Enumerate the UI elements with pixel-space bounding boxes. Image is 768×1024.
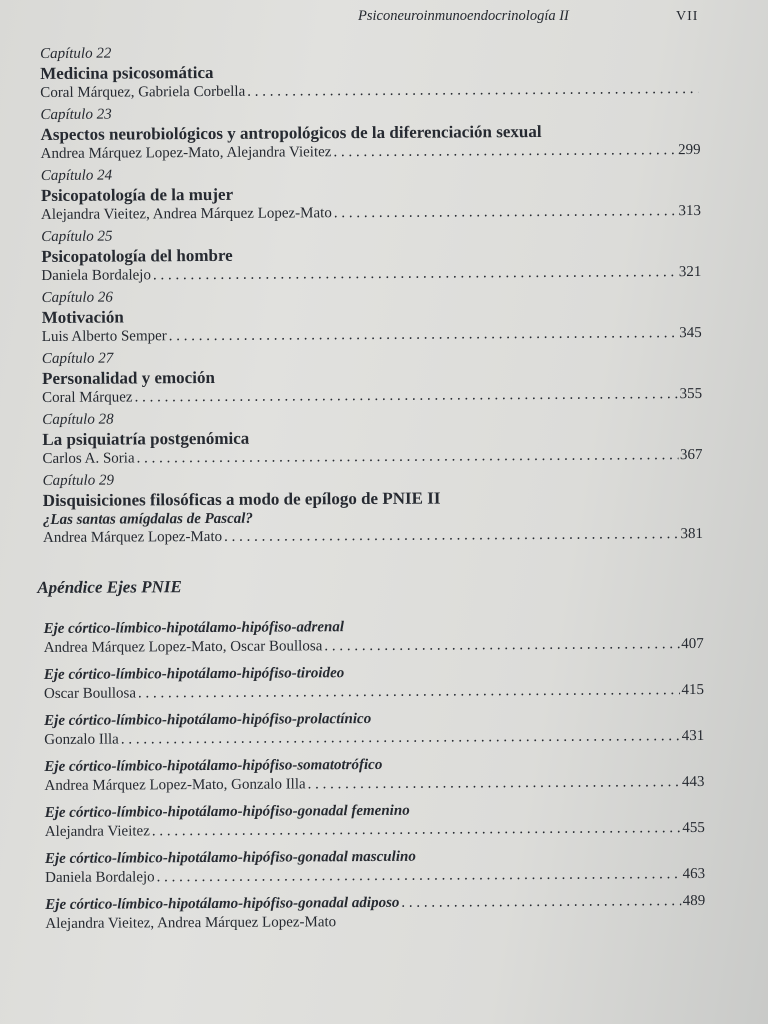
- toc-chapter-28: [42, 408, 702, 469]
- chapter-title: Medicina psicosomática: [40, 62, 214, 83]
- appendix-author-line: [44, 681, 704, 704]
- chapter-page-number: 321: [678, 263, 702, 281]
- dot-leader: [247, 80, 698, 102]
- appendix-authors: Andrea Márquez Lopez-Mato, Gonzalo Illa: [44, 776, 306, 794]
- appendix-authors: Daniela Bordalejo: [45, 869, 155, 886]
- running-head: Psiconeuroinmunoendocrinología II: [358, 8, 569, 24]
- appendix-entry-title: Eje córtico-límbico-hipotálamo-hipófiso-tiroideo: [43, 665, 345, 683]
- chapter-label: Capítulo 28: [42, 411, 114, 428]
- chapter-authors: Andrea Márquez Lopez-Mato: [42, 528, 223, 546]
- chapter-author-line: [41, 141, 701, 164]
- dot-leader: [121, 727, 680, 749]
- appendix-authors: Andrea Márquez Lopez-Mato, Oscar Boullosa: [43, 638, 323, 656]
- chapter-authors: Andrea Márquez Lopez-Mato, Alejandra Vieitez: [40, 144, 332, 162]
- chapter-title: Personalidad y emoción: [41, 367, 215, 388]
- appendix-entry-gonadal-adiposo: [45, 892, 705, 934]
- chapter-title: La psiquiatría postgenómica: [42, 428, 250, 449]
- chapter-label: Capítulo 26: [41, 289, 113, 306]
- dot-leader: [224, 525, 679, 547]
- appendix-page-number: 431: [681, 727, 705, 745]
- appendix-author-line: [45, 819, 705, 842]
- chapter-authors: Carlos A. Soria: [42, 450, 135, 467]
- appendix-page-number: 415: [681, 681, 704, 699]
- appendix-authors: Alejandra Vieitez, Andrea Márquez Lopez-Mato: [45, 914, 337, 932]
- appendix-entry-title: Eje córtico-límbico-hipotálamo-hipófiso-gonadal femenino: [44, 802, 410, 821]
- appendix-page-number: 463: [682, 865, 706, 883]
- dot-leader: [153, 263, 677, 285]
- dot-leader: [169, 324, 678, 346]
- chapter-authors: Coral Márquez: [42, 389, 133, 406]
- toc-chapter-23: [40, 103, 700, 164]
- toc-chapter-25: [41, 225, 701, 286]
- toc-chapter-24: [41, 164, 701, 225]
- chapter-label: Capítulo 23: [40, 106, 112, 123]
- dot-leader: [334, 202, 677, 223]
- dot-leader: [134, 385, 677, 407]
- table-of-contents: [37, 42, 706, 942]
- appendix-page-number: 455: [682, 819, 705, 837]
- appendix-page-number: 443: [681, 773, 705, 791]
- appendix-authors: Oscar Boullosa: [43, 685, 137, 702]
- chapter-author-line: [43, 525, 703, 548]
- chapter-title: Psicopatología del hombre: [41, 245, 233, 266]
- chapter-subtitle: ¿Las santas amígdalas de Pascal?: [42, 510, 253, 528]
- chapter-authors: Luis Alberto Semper: [41, 328, 167, 345]
- dot-leader: [333, 141, 676, 162]
- appendix-author-line: [44, 773, 704, 796]
- appendix-entry-somatotrofico: [44, 754, 704, 796]
- chapter-title: Aspectos neurobiológicos y antropológicos de la diferenciación sexual: [40, 121, 542, 144]
- chapter-label: Capítulo 25: [41, 228, 113, 245]
- appendix-trailing-page-number: 489: [682, 892, 706, 910]
- chapter-label: Capítulo 22: [40, 45, 112, 62]
- appendix-page-number: 407: [681, 635, 704, 653]
- appendix-authors: Gonzalo Illa: [44, 731, 119, 748]
- chapter-title: Psicopatología de la mujer: [40, 184, 234, 205]
- appendix-author-line: [44, 635, 704, 658]
- appendix-entry-title: Eje córtico-límbico-hipotálamo-hipófiso-somatotrófico: [44, 756, 383, 775]
- appendix-author-line: [44, 727, 704, 750]
- toc-chapter-29: [43, 469, 703, 548]
- toc-chapter-22: [40, 42, 700, 103]
- chapter-label: Capítulo 24: [40, 167, 113, 184]
- dot-leader: [401, 892, 680, 913]
- appendix-entry-title: Eje córtico-límbico-hipotálamo-hipófiso-adrenal: [43, 619, 345, 637]
- chapter-label: Capítulo 29: [42, 472, 114, 489]
- chapter-author-line: [40, 80, 700, 103]
- chapter-page-number: 355: [679, 385, 703, 403]
- chapter-author-line: [42, 446, 702, 469]
- page-folio: VII: [676, 9, 699, 24]
- appendix-entry-adrenal: [44, 616, 704, 658]
- chapter-author-line: [41, 202, 701, 225]
- chapter-author-line: [42, 385, 702, 408]
- chapter-page-number: 345: [679, 324, 702, 342]
- appendix-entry-title: Eje córtico-límbico-hipotálamo-hipófiso-gonadal adiposo: [45, 894, 400, 913]
- chapter-authors: Daniela Bordalejo: [41, 267, 151, 284]
- dot-leader: [137, 446, 679, 468]
- appendix-entry-title: Eje córtico-límbico-hipotálamo-hipófiso-prolactínico: [44, 710, 372, 729]
- appendix-entry-gonadal-masculino: [45, 846, 705, 888]
- dot-leader: [157, 865, 681, 887]
- dot-leader: [324, 635, 679, 656]
- chapter-author-line: [42, 324, 702, 347]
- chapter-page-number: 299: [678, 141, 701, 159]
- appendix-title-line: [45, 892, 705, 915]
- appendix-author-line: [45, 865, 705, 888]
- dot-leader: [138, 681, 680, 703]
- chapter-page-number: 381: [680, 525, 704, 543]
- appendix-entry-gonadal-femenino: [45, 800, 705, 842]
- chapter-page-number: 367: [679, 446, 703, 464]
- chapter-author-line: [41, 263, 701, 286]
- chapter-label: Capítulo 27: [41, 350, 114, 367]
- chapter-authors: Coral Márquez, Gabriela Corbella: [40, 83, 246, 101]
- dot-leader: [308, 773, 680, 794]
- toc-chapter-27: [42, 347, 702, 408]
- chapter-title: Disquisiciones filosóficas a modo de epílogo de PNIE II: [42, 488, 441, 510]
- appendix-heading: Apéndice Ejes PNIE: [37, 577, 182, 598]
- appendix-author-line: [45, 911, 705, 934]
- chapter-authors: Alejandra Vieitez, Andrea Márquez Lopez-Mato: [40, 205, 332, 223]
- appendix-entry-tiroideo: [44, 662, 704, 704]
- chapter-page-number: 313: [678, 202, 702, 220]
- dot-leader: [152, 819, 681, 841]
- appendix-authors: Alejandra Vieitez: [44, 823, 150, 840]
- appendix-entry-title: Eje córtico-límbico-hipotálamo-hipófiso-gonadal masculino: [44, 848, 416, 867]
- chapter-title: Motivación: [41, 307, 124, 327]
- toc-chapter-26: [41, 286, 701, 347]
- appendix-entry-prolactinico: [44, 708, 704, 750]
